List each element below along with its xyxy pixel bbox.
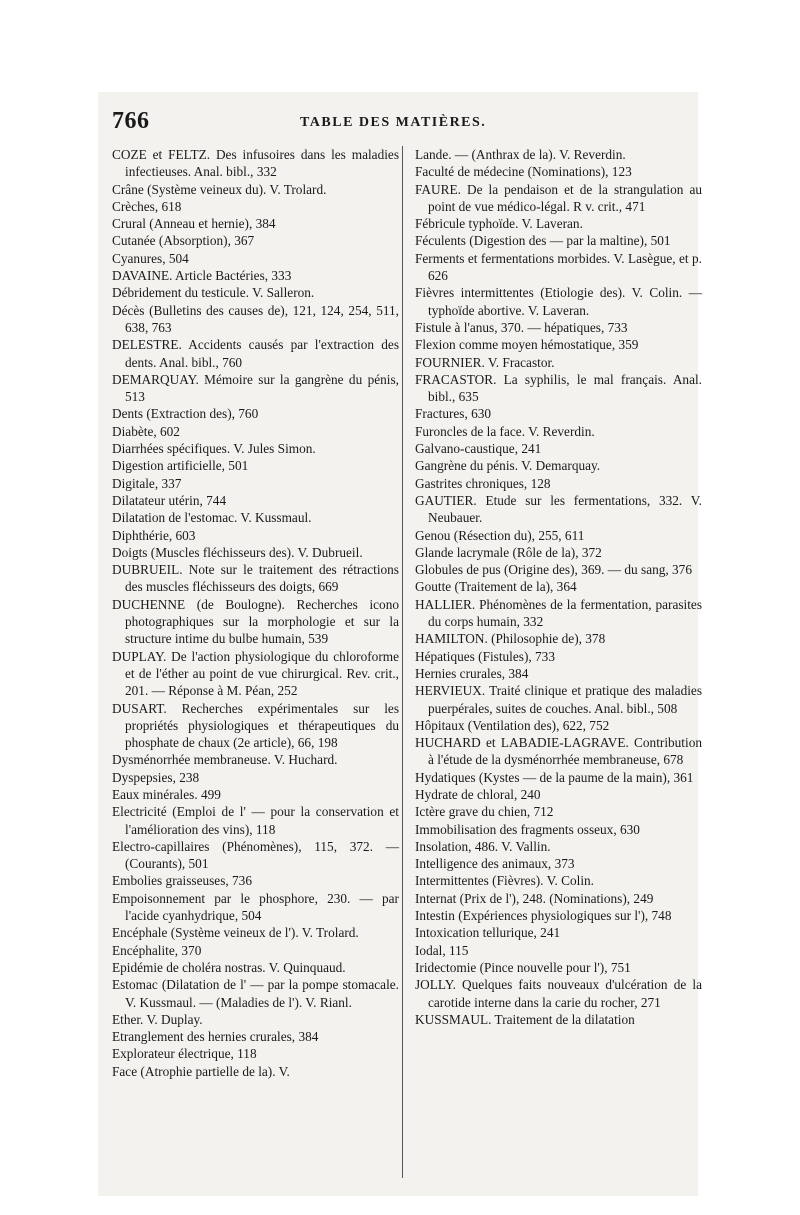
index-entry: Furoncles de la face. V. Reverdin. — [415, 423, 595, 439]
index-entry: HUCHARD et LABADIE-LAGRAVE. Contribution à l'étude de la dysménorrhée membraneuse, 678 — [415, 735, 702, 768]
index-entry: Crâne (Système veineux du). V. Trolard. — [112, 181, 327, 197]
index-entry: Ictère grave du chien, 712 — [415, 804, 554, 820]
index-entry: Electricité (Emploi de l' — pour la conservation et l'amélioration des vins), 118 — [112, 804, 399, 837]
index-entry: Cutanée (Absorption), 367 — [112, 233, 255, 249]
index-entry: Estomac (Dilatation de l' — par la pompe stomacale. V. Kussmaul. — (Maladies de l'). V. Rianl. — [112, 977, 399, 1010]
running-head: TABLE DES MATIÈRES. — [300, 115, 487, 130]
column-divider — [402, 146, 403, 1178]
index-entry: Digestion artificielle, 501 — [112, 458, 249, 474]
index-entry: Crural (Anneau et hernie), 384 — [112, 216, 276, 232]
index-entry: Lande. — (Anthrax de la). V. Reverdin. — [415, 147, 626, 162]
index-entry: Dysménorrhée membraneuse. V. Huchard. — [112, 752, 338, 768]
index-entry: Embolies graisseuses, 736 — [112, 873, 252, 889]
index-entry: Digitale, 337 — [112, 475, 182, 491]
index-entry: Encéphalite, 370 — [112, 942, 202, 958]
index-entry: FRACASTOR. La syphilis, le mal français. Anal. bibl., 635 — [415, 371, 702, 405]
index-entry: Intestin (Expériences physiologiques sur l'), 748 — [415, 908, 672, 924]
index-entry: Fièvres intermittentes (Etiologie des). V. Colin. — typhoïde abortive. V. Laveran. — [415, 285, 702, 318]
index-entry: JOLLY. Quelques faits nouveaux d'ulcération de la carotide interne dans la carie du rocher, 271 — [415, 977, 702, 1010]
index-entry: Gastrites chroniques, 128 — [415, 475, 551, 491]
index-entry: Fébricule typhoïde. V. Laveran. — [415, 216, 583, 232]
index-entry: Electro-capillaires (Phénomènes), 115, 372. — (Courants), 501 — [112, 838, 399, 872]
index-entry: Dents (Extraction des), 760 — [112, 406, 259, 422]
index-entry: Hépatiques (Fistules), 733 — [415, 648, 555, 664]
index-entry: DUSART. Recherches expérimentales sur les propriétés physiologiques et thérapeutiques du phosphate de chaux (2e article), 66, 198 — [112, 700, 399, 751]
index-entry: HALLIER. Phénomènes de la fermentation, parasites du corps humain, 332 — [415, 596, 702, 630]
index-entry: Ether. V. Duplay. — [112, 1011, 203, 1027]
index-entry: Hôpitaux (Ventilation des), 622, 752 — [415, 717, 610, 733]
index-entry: Galvano-caustique, 241 — [415, 441, 542, 457]
index-entry: Doigts (Muscles fléchisseurs des). V. Dubrueil. — [112, 544, 363, 560]
index-entry: Genou (Résection du), 255, 611 — [415, 527, 585, 543]
index-entry: Diarrhées spécifiques. V. Jules Simon. — [112, 441, 316, 457]
index-entry: DEMARQUAY. Mémoire sur la gangrène du pénis, 513 — [112, 371, 399, 405]
index-entry: DUBRUEIL. Note sur le traitement des rétractions des muscles fléchisseurs des doigts, 669 — [112, 562, 399, 595]
index-entry: Immobilisation des fragments osseux, 630 — [415, 821, 640, 837]
index-entry: HERVIEUX. Traité clinique et pratique des maladies puerpérales, suites de couches. Anal. bibl., 508 — [415, 683, 702, 716]
index-entry: FAURE. De la pendaison et de la strangulation au point de vue médico-légal. R v. crit., 471 — [415, 181, 702, 214]
index-entry: Féculents (Digestion des — par la maltine), 501 — [415, 233, 671, 249]
index-entry: FOURNIER. V. Fracastor. — [415, 354, 555, 370]
index-entry: Intoxication tellurique, 241 — [415, 925, 561, 941]
index-entry: Iridectomie (Pince nouvelle pour l'), 751 — [415, 959, 631, 975]
index-entry: Dyspepsies, 238 — [112, 769, 200, 785]
index-entry: Intermittentes (Fièvres). V. Colin. — [415, 873, 594, 889]
index-entry: Goutte (Traitement de la), 364 — [415, 579, 577, 595]
index-entry: DELESTRE. Accidents causés par l'extraction des dents. Anal. bibl., 760 — [112, 337, 399, 370]
index-entry: Hydrate de chloral, 240 — [415, 786, 541, 802]
index-entry: Ferments et fermentations morbides. V. Lasègue, et p. 626 — [415, 250, 702, 284]
index-column-left — [112, 146, 399, 1080]
index-entry: Cyanures, 504 — [112, 250, 189, 266]
index-entry: Glande lacrymale (Rôle de la), 372 — [415, 544, 602, 560]
index-entry: Fractures, 630 — [415, 406, 492, 422]
page-number: 766 — [112, 108, 150, 134]
index-entry: Internat (Prix de l'), 248. (Nominations), 249 — [415, 890, 654, 906]
index-entry: Gangrène du pénis. V. Demarquay. — [415, 458, 601, 474]
index-entry: Empoisonnement par le phosphore, 230. — par l'acide cyanhydrique, 504 — [112, 890, 399, 924]
index-entry: Explorateur électrique, 118 — [112, 1046, 257, 1062]
index-entry: Fistule à l'anus, 370. — hépatiques, 733 — [415, 319, 628, 335]
index-entry: Insolation, 486. V. Vallin. — [415, 838, 551, 854]
index-entry: Diabète, 602 — [112, 423, 180, 439]
index-entry: Flexion comme moyen hémostatique, 359 — [415, 337, 639, 353]
index-entry: Encéphale (Système veineux de l'). V. Trolard. — [112, 925, 359, 941]
index-entry: DUCHENNE (de Boulogne). Recherches icono photographiques sur la morphologie et sur la structure intime du bulbe humain, 539 — [112, 596, 399, 647]
index-entry: Epidémie de choléra nostras. V. Quinquaud. — [112, 959, 346, 975]
index-entry: GAUTIER. Etude sur les fermentations, 332. V. Neubauer. — [415, 492, 702, 526]
index-entry: DUPLAY. De l'action physiologique du chloroforme et de l'éther au point de vue chirurgical. Rev. crit., 201. — Réponse à M. Péan, 252 — [112, 648, 399, 699]
index-entry: Eaux minérales. 499 — [112, 786, 221, 802]
index-entry: Dilatateur utérin, 744 — [112, 492, 227, 508]
index-entry: Décès (Bulletins des causes de), 121, 124, 254, 511, 638, 763 — [112, 302, 399, 335]
index-entry: COZE et FELTZ. Des infusoires dans les maladies infectieuses. Anal. bibl., 332 — [112, 147, 399, 180]
index-entry: Hydatiques (Kystes — de la paume de la main), 361 — [415, 769, 694, 785]
index-entry: Etranglement des hernies crurales, 384 — [112, 1029, 319, 1045]
index-entry: DAVAINE. Article Bactéries, 333 — [112, 268, 292, 284]
index-entry: Intelligence des animaux, 373 — [415, 856, 575, 872]
index-entry: Globules de pus (Origine des), 369. — du sang, 376 — [415, 562, 692, 578]
index-entry: Hernies crurales, 384 — [415, 665, 529, 681]
index-entry: Débridement du testicule. V. Salleron. — [112, 285, 315, 301]
index-entry: Iodal, 115 — [415, 942, 469, 958]
index-entry: Face (Atrophie partielle de la). V. — [112, 1063, 290, 1079]
index-entry: Crèches, 618 — [112, 198, 182, 214]
index-entry: Faculté de médecine (Nominations), 123 — [415, 164, 632, 180]
index-entry: Diphthérie, 603 — [112, 527, 196, 543]
index-entry: Dilatation de l'estomac. V. Kussmaul. — [112, 510, 312, 526]
index-column-right — [415, 146, 702, 1028]
index-entry: HAMILTON. (Philosophie de), 378 — [415, 631, 606, 647]
index-entry: KUSSMAUL. Traitement de la dilatation — [415, 1011, 635, 1027]
